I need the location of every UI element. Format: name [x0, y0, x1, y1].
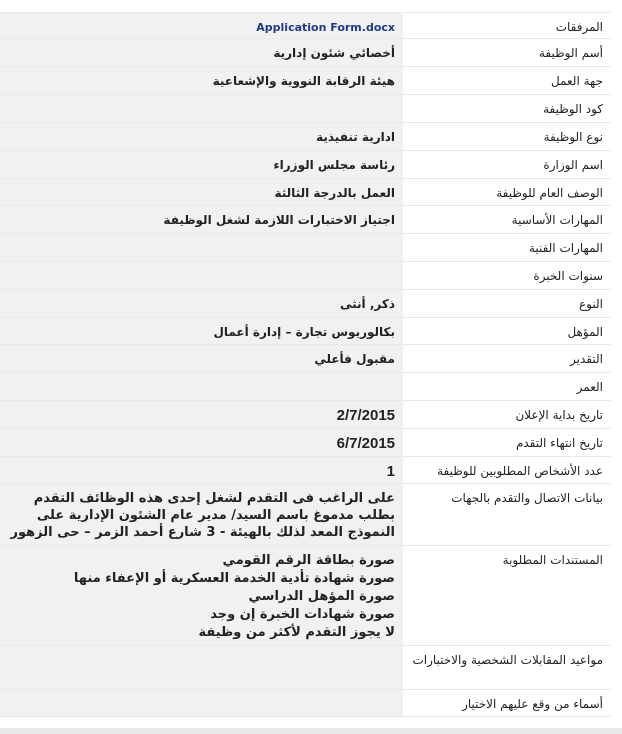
row-employer: [0, 66, 611, 94]
attachment-link[interactable]: Application Form.docx: [256, 21, 395, 34]
top-strip: [0, 0, 622, 4]
label-cell: أسم الوظيفة: [403, 39, 611, 66]
row-persons-required: [0, 456, 611, 483]
row-required-documents: [0, 545, 611, 645]
value-cell: مقبول فأعلي: [0, 345, 403, 372]
value-cell: العمل بالدرجة الثالثة: [0, 179, 403, 205]
value-cell: [0, 546, 403, 645]
label-cell: الوصف العام للوظيفة: [403, 179, 611, 205]
persons-count-value: 1: [386, 463, 395, 480]
value-cell: ذكر, أنثى: [0, 290, 403, 317]
row-qualification: [0, 317, 611, 344]
row-attachments: [0, 12, 611, 38]
value-cell: [0, 401, 403, 428]
label-cell: جهة العمل: [403, 67, 611, 94]
row-grade: [0, 344, 611, 372]
value-cell: هيئة الرقابة النووية والإشعاعية: [0, 67, 403, 94]
value-cell: اجتياز الاختبارات اللازمة لشغل الوظيفة: [0, 206, 403, 233]
end-date-value: 6/7/2015: [336, 435, 395, 452]
label-cell: أسماء من وقع عليهم الاختيار: [403, 690, 611, 716]
value-cell: بكالوريوس تجارة – إدارة أعمال: [0, 318, 403, 344]
label-cell: المرفقات: [403, 13, 611, 38]
row-job-code: [0, 94, 611, 122]
label-cell: العمر: [403, 373, 611, 400]
value-cell: [0, 429, 403, 456]
row-start-date: [0, 400, 611, 428]
label-cell: المستندات المطلوبة: [403, 546, 611, 645]
row-end-date: [0, 428, 611, 456]
value-cell: [0, 457, 403, 483]
row-age: [0, 372, 611, 400]
job-details-table: [0, 12, 611, 717]
row-basic-skills: [0, 205, 611, 233]
row-job-name: [0, 38, 611, 66]
row-ministry: [0, 150, 611, 178]
document-item: صورة المؤهل الدراسي: [248, 589, 395, 604]
label-cell: المؤهل: [403, 318, 611, 344]
label-cell: بيانات الاتصال والتقدم بالجهات: [403, 484, 611, 545]
row-job-type: [0, 122, 611, 150]
document-item: لا يجوز التقدم لأكثر من وظيفة: [198, 625, 395, 640]
row-gender: [0, 289, 611, 317]
value-cell: رئاسة مجلس الوزراء: [0, 151, 403, 178]
bottom-divider: [0, 728, 622, 734]
label-cell: مواعيد المقابلات الشخصية والاختبارات: [403, 646, 611, 689]
value-cell: [0, 234, 403, 261]
row-technical-skills: [0, 233, 611, 261]
label-cell: المهارات الأساسية: [403, 206, 611, 233]
label-cell: كود الوظيفة: [403, 95, 611, 122]
label-cell: سنوات الخبرة: [403, 262, 611, 289]
label-cell: النوع: [403, 290, 611, 317]
label-cell: عدد الأشخاص المطلوبين للوظيفة: [403, 457, 611, 483]
label-cell: تاريخ بداية الإعلان: [403, 401, 611, 428]
label-cell: نوع الوظيفة: [403, 123, 611, 150]
value-cell: [0, 13, 403, 38]
document-item: صورة بطاقة الرقم القومي: [222, 553, 395, 568]
row-selected-names: [0, 689, 611, 717]
value-cell: [0, 646, 403, 689]
value-cell: أخصائي شئون إدارية: [0, 39, 403, 66]
row-interview-dates: [0, 645, 611, 689]
value-cell: [0, 373, 403, 400]
value-cell: ادارية تنفيذية: [0, 123, 403, 150]
document-item: صورة شهادات الخبرة إن وجد: [210, 607, 395, 622]
value-cell: [0, 95, 403, 122]
label-cell: تاريخ انتهاء التقدم: [403, 429, 611, 456]
label-cell: التقدير: [403, 345, 611, 372]
row-contact-info: [0, 483, 611, 545]
row-description: [0, 178, 611, 205]
value-cell: [0, 262, 403, 289]
label-cell: اسم الوزارة: [403, 151, 611, 178]
value-cell: [0, 690, 403, 716]
document-item: صورة شهادة تأدية الخدمة العسكرية أو الإعفاء منها: [73, 571, 395, 586]
start-date-value: 2/7/2015: [336, 407, 395, 424]
value-cell: على الراغب فى التقدم لشغل إحدى هذه الوظائف التقدم بطلب مدموغ باسم السيد/ مدير عام الشئون الإدارية على النموذج المعد لذلك بالهيئة - 3 شارع أحمد الزمر – حى الزهور: [0, 484, 403, 545]
row-experience-years: [0, 261, 611, 289]
label-cell: المهارات الفنية: [403, 234, 611, 261]
